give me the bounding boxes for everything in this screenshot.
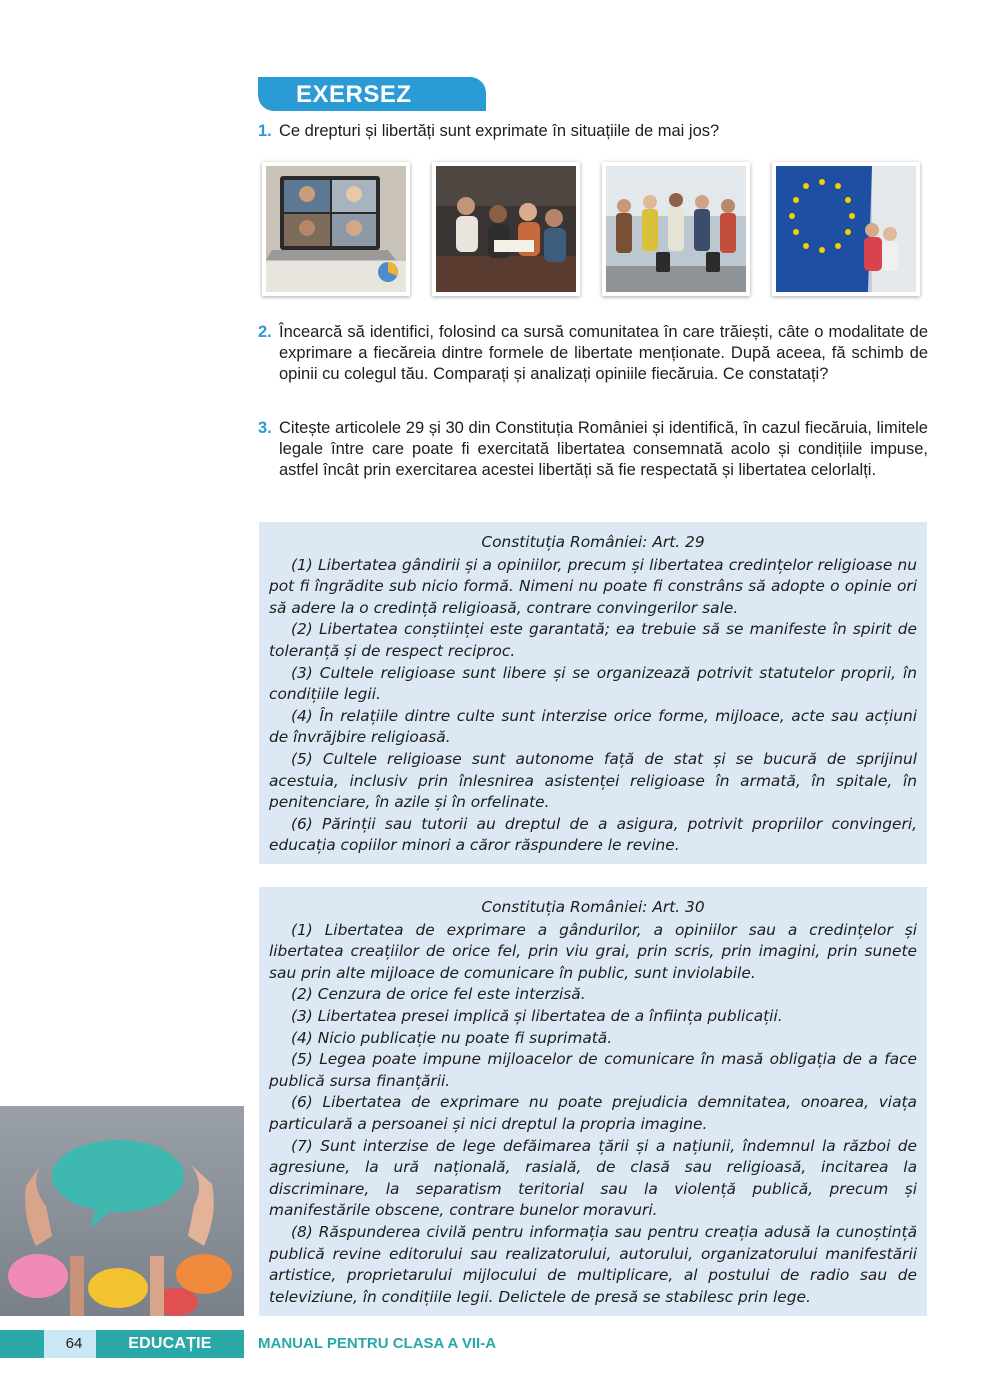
section-title: EXERSEZ — [296, 81, 412, 108]
article-29-paragraph: (2) Libertatea conștiinței este garantată; ea trebuie să se manifeste în spirit de toleranță și de respect reciproc. — [269, 620, 917, 660]
article-30-paragraph: (6) Libertatea de exprimare nu poate prejudicia demnitatea, onoarea, viața particulară a persoanei și nici dreptul la propria imagine. — [269, 1093, 917, 1133]
question-number: 1. — [258, 122, 272, 140]
article-29-title: Constituția României: Art. 29 — [481, 533, 705, 551]
footer-subject: EDUCAȚIE SOCIALĂ — [96, 1330, 244, 1358]
question-3 — [258, 418, 928, 481]
article-29-box — [259, 522, 927, 864]
article-30-paragraph: (5) Legea poate impune mijloacelor de comunicare în masă obligația de a face publică sursa finanțării. — [269, 1050, 917, 1090]
question-text: Citește articolele 29 și 30 din Constituția României și identifică, în cazul fiecăruia, limitele legale între care poate fi exercitată libertatea consemnată acolo și condițiile impuse, astfel încât prin exercitarea acestei libertăți să fie respectată și libertatea celorlalți. — [279, 419, 928, 479]
article-29-paragraph: (6) Părinții sau tutorii au dreptul de a asigura, potrivit propriilor convingeri, educația copiilor minori a căror răspundere le revine. — [269, 814, 917, 855]
article-30-paragraph: (1) Libertatea de exprimare a gândurilor, a opiniilor sau a credințelor și libertatea creațiilor de orice fel, prin viu grai, prin scris, prin imagini, prin sunete sau prin alte mijloace de comunicare în public, sunt inviolabile. — [269, 920, 917, 982]
article-29-paragraph: (1) Libertatea gândirii și a opiniilor, precum și libertatea credințelor religioase nu pot fi îngrădite sub nicio formă. Nimeni nu poate fi constrâns să adopte o opinie ori să adere la o credință religioasă, contrare convingerilor sale. — [269, 555, 917, 617]
question-1 — [258, 121, 928, 142]
article-29-paragraph: (4) În relațiile dintre culte sunt interzise orice forme, mijloace, acte sau acțiuni de învrăjbire religioasă. — [269, 706, 917, 747]
photo-group-discussion — [432, 162, 580, 296]
section-banner — [258, 77, 486, 111]
article-30-paragraph: (4) Nicio publicație nu poate fi suprimată. — [291, 1028, 613, 1047]
question-number: 3. — [258, 419, 272, 437]
photo-walking-group — [602, 162, 750, 296]
article-30-paragraph: (3) Libertatea presei implică și libertatea de a înființa publicații. — [291, 1006, 783, 1025]
photo-speech-bubbles — [0, 1106, 244, 1316]
question-text: Încearcă să identifici, folosind ca sursă comunitatea în care trăiești, câte o modalitate de exprimare a fiecăreia dintre formele de libertate menționate. După aceea, fă schimb de opinii cu colegul tău. Comparați și analizați opiniile fiecăruia. Ce constatați? — [279, 323, 928, 383]
footer-grade: MANUAL PENTRU CLASA A VII-A — [258, 1335, 497, 1352]
article-29-paragraph: (5) Cultele religioase sunt autonome față de stat și se bucură de sprijinul acestuia, inclusiv prin înlesnirea asistenței religioase în armată, în spitale, în penitenciare, în azile și în orfelinate. — [269, 749, 917, 812]
article-29-paragraph: (3) Cultele religioase sunt libere și se organizează potrivit statutelor proprii, în condițiile legii. — [269, 663, 917, 704]
article-30-paragraph: (2) Cenzura de orice fel este interzisă. — [291, 985, 586, 1004]
question-2 — [258, 322, 928, 385]
page-number: 64 — [44, 1330, 104, 1358]
article-30-paragraph: (7) Sunt interzise de lege defăimarea țării și a națiunii, îndemnul la război de agresiune, la ură națională, rasială, de clasă sau religioasă, incitarea la discriminare, la separatism teritorial sau la violență publică, precum și manifestările obscene, contrare bunelor moravuri. — [269, 1136, 917, 1220]
question-text: Ce drepturi și libertăți sunt exprimate în situațiile de mai jos? — [279, 122, 720, 140]
question-number: 2. — [258, 323, 272, 341]
footer-strip — [0, 1330, 44, 1358]
article-30-title: Constituția României: Art. 30 — [481, 898, 705, 916]
photo-video-call — [262, 162, 410, 296]
photo-eu-flag — [772, 162, 920, 296]
article-30-box — [259, 887, 927, 1316]
article-30-paragraph: (8) Răspunderea civilă pentru informația sau pentru creația adusă la cunoștință publică revine editorului sau realizatorului, autorului, organizatorului manifestării artistice, proprietarului mijlocului de multiplicare, al postului de radio sau de televiziune, în condițiile legii. Delictele de presă se stabilesc prin lege. — [269, 1222, 917, 1306]
